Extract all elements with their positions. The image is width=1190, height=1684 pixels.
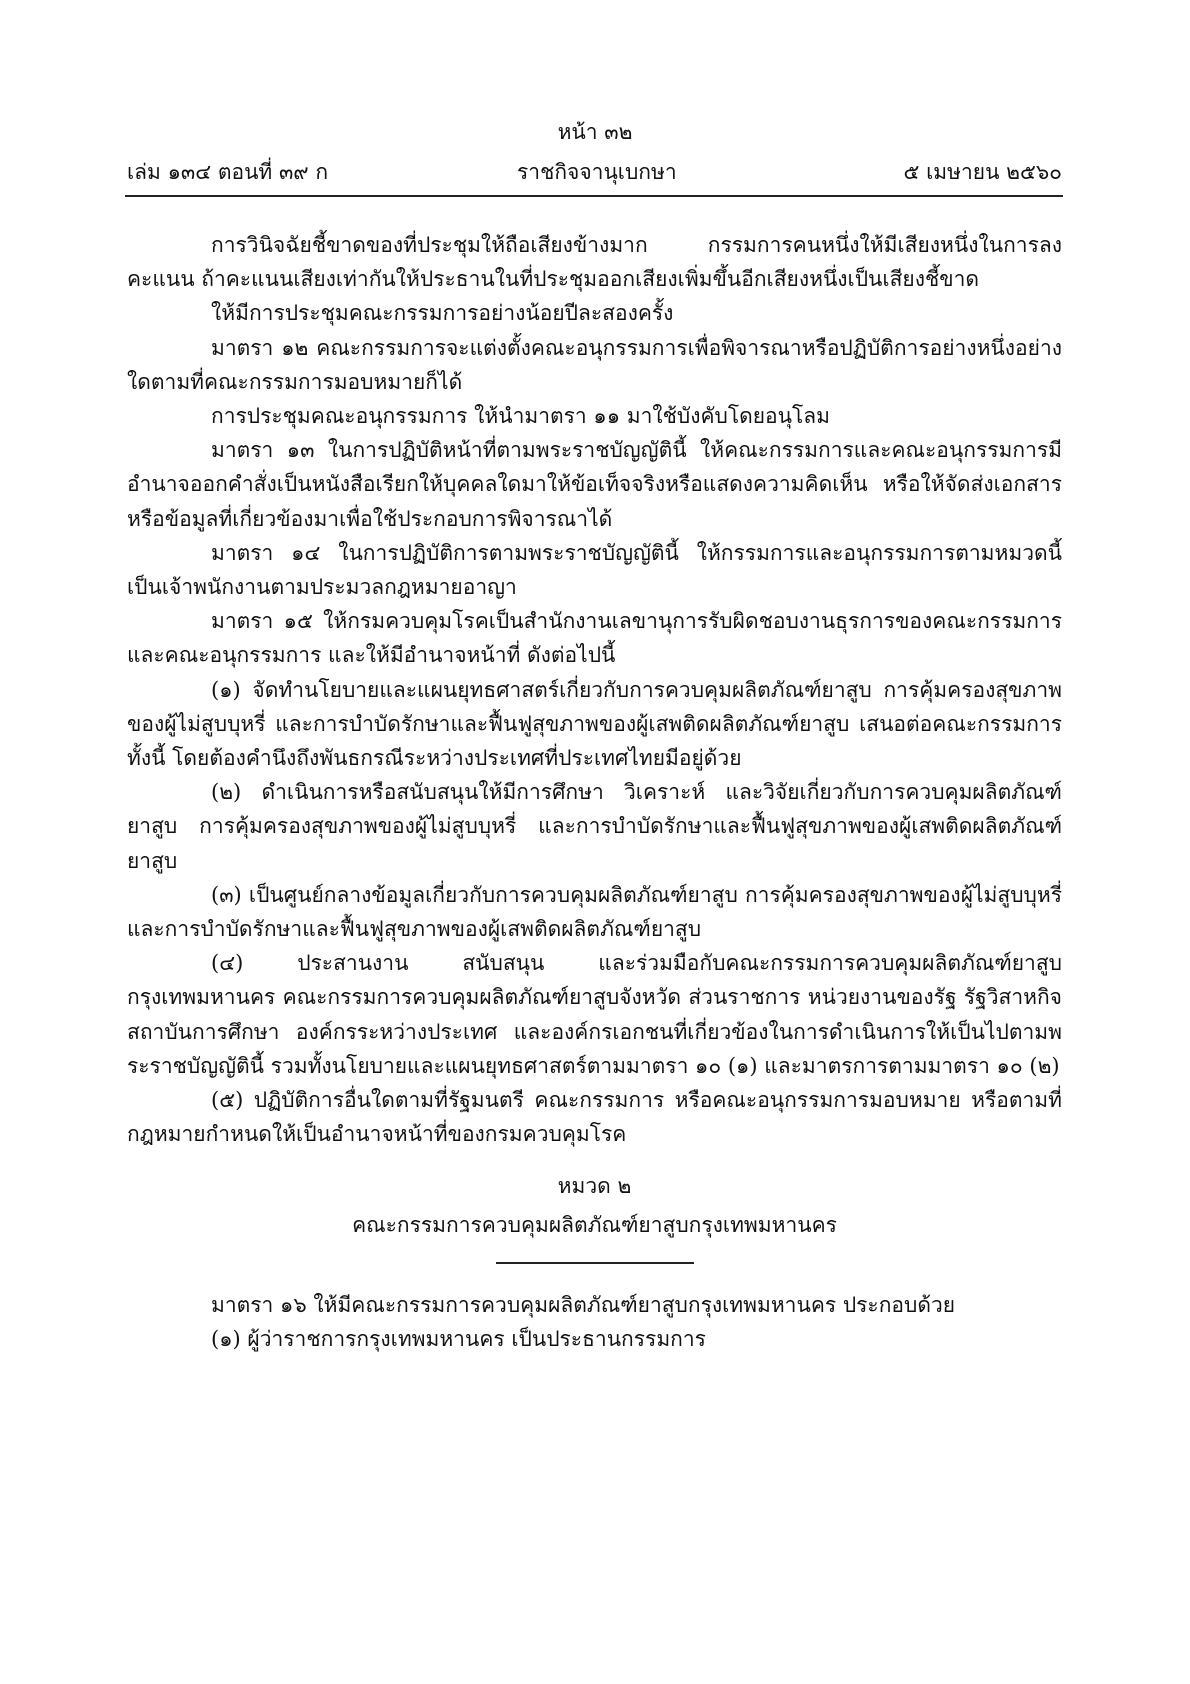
section-14: มาตรา ๑๔ ในการปฏิบัติการตามพระราชบัญญัตินี้ ให้กรรมการและอนุกรรมการตามหมวดนี้เป็นเจ้าพนักงานตามประมวลกฎหมายอาญา [127, 540, 1062, 600]
section-16: มาตรา ๑๖ ให้มีคณะกรรมการควบคุมผลิตภัณฑ์ยาสูบกรุงเทพมหานคร ประกอบด้วย [211, 1292, 956, 1317]
paragraph: การประชุมคณะอนุกรรมการ ให้นำมาตรา ๑๑ มาใช้บังคับโดยอนุโลม [211, 404, 831, 429]
chapter-divider [496, 1262, 694, 1264]
publication-date: ๕ เมษายน ๒๕๖๐ [903, 160, 1062, 184]
header-divider [125, 195, 1063, 197]
list-item: (๔) ประสานงาน สนับสนุน และร่วมมือกับคณะกรรมการควบคุมผลิตภัณฑ์ยาสูบกรุงเทพมหานคร คณะกรรมการควบคุมผลิตภัณฑ์ยาสูบจังหวัด ส่วนราชการ หน่วยงานของรัฐ รัฐวิสาหกิจ สถาบันการศึกษา องค์กรระหว่างประเทศ และองค์กรเอกชนที่เกี่ยวข้องในการดำเนินการให้เป็นไปตามพระราชบัญญัตินี้ รวมทั้งนโยบายและแผนยุทธศาสตร์ตามมาตรา ๑๐ (๑) และมาตรการตามมาตรา ๑๐ (๒) [127, 951, 1062, 1078]
section-12: มาตรา ๑๒ คณะกรรมการจะแต่งตั้งคณะอนุกรรมการเพื่อพิจารณาหรือปฏิบัติการอย่างหนึ่งอย่างใดตามที่คณะกรรมการมอบหมายก็ได้ [127, 335, 1062, 394]
list-item: (๕) ปฏิบัติการอื่นใดตามที่รัฐมนตรี คณะกรรมการ หรือคณะอนุกรรมการมอบหมาย หรือตามที่กฎหมายกำหนดให้เป็นอำนาจหน้าที่ของกรมควบคุมโรค [127, 1088, 1062, 1147]
list-item: (๓) เป็นศูนย์กลางข้อมูลเกี่ยวกับการควบคุมผลิตภัณฑ์ยาสูบ การคุ้มครองสุขภาพของผู้ไม่สูบบุหรี่ และการบำบัดรักษาและฟื้นฟูสุขภาพของผู้เสพติดผลิตภัณฑ์ยาสูบ [127, 882, 1062, 942]
section-13: มาตรา ๑๓ ในการปฏิบัติหน้าที่ตามพระราชบัญญัตินี้ ให้คณะกรรมการและคณะอนุกรรมการมีอำนาจออกคำสั่งเป็นหนังสือเรียกให้บุคคลใดมาให้ข้อเท็จจริงหรือแสดงความคิดเห็น หรือให้จัดส่งเอกสารหรือข้อมูลที่เกี่ยวข้องมาเพื่อใช้ประกอบการพิจารณาได้ [127, 438, 1062, 531]
section-15: มาตรา ๑๕ ให้กรมควบคุมโรคเป็นสำนักงานเลขานุการรับผิดชอบงานธุรการของคณะกรรมการและคณะอนุกรรมการ และให้มีอำนาจหน้าที่ ดังต่อไปนี้ [127, 609, 1062, 668]
chapter-name: คณะกรรมการควบคุมผลิตภัณฑ์ยาสูบกรุงเทพมหานคร [352, 1212, 837, 1237]
paragraph: การวินิจฉัยชี้ขาดของที่ประชุมให้ถือเสียงข้างมาก กรรมการคนหนึ่งให้มีเสียงหนึ่งในการลงคะแนน ถ้าคะแนนเสียงเท่ากันให้ประธานในที่ประชุมออกเสียงเพิ่มขึ้นอีกเสียงหนึ่งเป็นเสียงชี้ขาด [127, 233, 1062, 292]
volume-issue: เล่ม ๑๓๔ ตอนที่ ๓๙ ก [127, 160, 329, 184]
document-body [127, 228, 1062, 1356]
list-item: (๑) ผู้ว่าราชการกรุงเทพมหานคร เป็นประธานกรรมการ [211, 1327, 706, 1352]
chapter-title: หมวด ๒ [557, 1174, 632, 1199]
list-item: (๑) จัดทำนโยบายและแผนยุทธศาสตร์เกี่ยวกับการควบคุมผลิตภัณฑ์ยาสูบ การคุ้มครองสุขภาพของผู้ไม่สูบบุหรี่ และการบำบัดรักษาและฟื้นฟูสุขภาพของผู้เสพติดผลิตภัณฑ์ยาสูบ เสนอต่อคณะกรรมการ ทั้งนี้ โดยต้องคำนึงถึงพันธกรณีระหว่างประเทศที่ประเทศไทยมีอยู่ด้วย [127, 677, 1062, 771]
gazette-title: ราชกิจจานุเบกษา [517, 160, 677, 184]
gazette-header [127, 157, 1062, 187]
page-number: หน้า ๓๒ [557, 120, 633, 144]
list-item: (๒) ดำเนินการหรือสนับสนุนให้มีการศึกษา วิเคราะห์ และวิจัยเกี่ยวกับการควบคุมผลิตภัณฑ์ยาสูบ การคุ้มครองสุขภาพของผู้ไม่สูบบุหรี่ และการบำบัดรักษาและฟื้นฟูสุขภาพของผู้เสพติดผลิตภัณฑ์ยาสูบ [127, 780, 1062, 873]
paragraph: ให้มีการประชุมคณะกรรมการอย่างน้อยปีละสองครั้ง [211, 301, 674, 326]
